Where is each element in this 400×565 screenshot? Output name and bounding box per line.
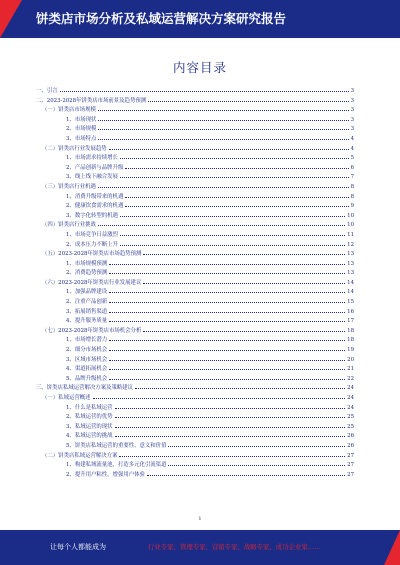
toc-entry-page: 18: [347, 327, 354, 334]
toc-entry[interactable]: [36, 249, 354, 259]
table-of-contents: [36, 86, 354, 479]
dot-leader: [109, 321, 345, 322]
dot-leader: [109, 149, 349, 150]
toc-entry-page: 25: [347, 414, 354, 421]
toc-entry-title: 4、私域运营的挑战: [66, 433, 113, 440]
toc-entry[interactable]: [36, 259, 354, 269]
toc-entry[interactable]: [36, 268, 354, 278]
dot-leader: [120, 235, 345, 236]
toc-entry-page: 13: [347, 260, 354, 267]
toc-entry[interactable]: [36, 144, 354, 154]
toc-entry[interactable]: [36, 201, 354, 211]
toc-entry[interactable]: [36, 240, 354, 250]
toc-entry-page: 4: [350, 135, 354, 142]
dot-leader: [109, 273, 345, 274]
red-corner-accent: [0, 0, 22, 38]
toc-entry-page: 22: [347, 375, 354, 382]
toc-entry-title: 1、什么是私域运营: [66, 404, 113, 411]
toc-entry-title: 2、市场规模: [66, 126, 97, 133]
toc-entry-title: 一、引言: [36, 88, 58, 94]
toc-entry[interactable]: [36, 307, 354, 317]
toc-entry[interactable]: [36, 383, 354, 393]
toc-entry-title: 5、饼类店私域运营的重要性、意义和价值: [66, 442, 167, 449]
toc-entry-page: 24: [347, 395, 354, 401]
toc-entry-title: 1、构建私域流量池，打造多元化引流渠道: [66, 462, 167, 469]
toc-entry[interactable]: [36, 441, 354, 451]
toc-entry-title: 2、提升用户粘性，增强用户体验: [66, 471, 145, 478]
toc-entry[interactable]: [36, 163, 354, 173]
toc-entry[interactable]: [36, 96, 354, 106]
toc-entry[interactable]: [36, 86, 354, 96]
toc-entry-title: （四）饼类店行业挑战: [42, 222, 96, 229]
dot-leader: [109, 302, 345, 303]
dot-leader: [115, 408, 346, 409]
toc-entry-page: 12: [347, 241, 354, 248]
toc-entry-title: 3、线上线下融合发展: [66, 174, 118, 181]
toc-entry[interactable]: [36, 345, 354, 355]
toc-entry-page: 3: [350, 97, 354, 104]
dot-leader: [109, 350, 345, 351]
dot-leader: [115, 427, 346, 428]
dot-leader: [120, 216, 345, 217]
toc-entry-title: 2、健康饮食需求的机遇: [66, 203, 124, 210]
toc-entry[interactable]: [36, 220, 354, 230]
toc-entry-page: 9: [350, 203, 354, 210]
toc-entry[interactable]: [36, 374, 354, 384]
toc-entry[interactable]: [36, 192, 354, 202]
toc-entry[interactable]: [36, 403, 354, 413]
toc-entry[interactable]: [36, 297, 354, 307]
toc-entry-page: 17: [347, 318, 354, 325]
dot-leader: [119, 456, 345, 457]
toc-entry-title: 1、市场现状: [66, 116, 97, 123]
dot-leader: [98, 225, 345, 226]
dot-leader: [148, 101, 348, 102]
toc-entry-page: 24: [347, 404, 354, 411]
toc-entry-title: 1、市场规模预测: [66, 260, 108, 267]
toc-entry-title: 4、渠道拓展机会: [66, 366, 108, 373]
toc-entry-title: 3、拓展销售渠道: [66, 308, 108, 315]
report-title: 饼类店市场分析及私域运营解决方案研究报告: [36, 11, 287, 26]
toc-entry-page: 7: [350, 174, 354, 181]
dot-leader: [143, 254, 345, 255]
page-number: 1: [198, 516, 202, 522]
dot-leader: [115, 417, 346, 418]
dot-leader: [120, 158, 349, 159]
toc-entry-title: （一）私域运营概述: [42, 395, 91, 401]
report-footer-banner: [0, 530, 400, 565]
toc-entry-page: 11: [347, 231, 354, 238]
dot-leader: [120, 245, 345, 246]
dot-leader: [109, 340, 345, 341]
toc-entry[interactable]: [36, 230, 354, 240]
toc-entry-title: 2、注重产品创新: [66, 299, 108, 306]
toc-entry-page: 27: [347, 471, 354, 478]
toc-entry[interactable]: [36, 182, 354, 192]
toc-entry[interactable]: [36, 412, 354, 422]
dot-leader: [143, 283, 345, 284]
dot-leader: [109, 312, 345, 313]
toc-entry-title: （五）2023-2028年饼类店市场趋势预测: [42, 251, 142, 258]
dot-leader: [168, 446, 345, 447]
footer-slogan: 让每个人都能成为: [50, 543, 106, 551]
toc-entry[interactable]: [36, 422, 354, 432]
toc-entry-page: 8: [350, 183, 354, 190]
dot-leader: [93, 398, 346, 399]
toc-entry-page: 27: [347, 462, 354, 469]
toc-entry[interactable]: [36, 326, 354, 336]
toc-entry-title: （二）饼类店行业发展趋势: [42, 145, 107, 152]
dot-leader: [98, 187, 349, 188]
report-header-banner: [0, 0, 400, 38]
toc-entry[interactable]: [36, 316, 354, 326]
dot-leader: [109, 264, 345, 265]
toc-entry[interactable]: [36, 364, 354, 374]
toc-entry-page: 21: [347, 366, 354, 373]
toc-entry-page: 10: [347, 212, 354, 219]
toc-entry[interactable]: [36, 134, 354, 144]
dot-leader: [147, 475, 345, 476]
toc-entry-title: 2、产品创新与品牌升级: [66, 164, 124, 171]
dot-leader: [109, 379, 345, 380]
toc-entry-page: 27: [347, 452, 354, 459]
toc-entry-title: 3、数字化转型的机遇: [66, 212, 118, 219]
toc-entry-title: 2、私域运营的优势: [66, 414, 113, 421]
toc-entry-title: （一）饼类店市场规模: [42, 107, 96, 114]
toc-entry-page: 5: [350, 155, 354, 162]
toc-entry[interactable]: [36, 278, 354, 288]
dot-leader: [109, 360, 345, 361]
toc-entry-title: 二、2023-2028年饼类店市场前景及趋势预测: [36, 97, 147, 104]
dot-leader: [125, 168, 348, 169]
toc-entry-page: 26: [347, 442, 354, 449]
toc-entry-page: 16: [347, 308, 354, 315]
toc-entry[interactable]: [36, 355, 354, 365]
dot-leader: [109, 292, 345, 293]
toc-entry-title: （六）2023-2028年饼类店行业发展建议: [42, 279, 142, 286]
toc-entry-page: 4: [350, 145, 354, 152]
toc-entry[interactable]: [36, 393, 354, 403]
dot-leader: [135, 388, 345, 389]
toc-entry-title: 3、区域市场机会: [66, 356, 108, 363]
toc-entry-page: 8: [350, 193, 354, 200]
toc-entry-page: 15: [347, 299, 354, 306]
toc-entry-page: 24: [347, 385, 354, 392]
toc-entry-page: 3: [350, 126, 354, 133]
toc-entry-title: （三）饼类店行业机遇: [42, 183, 96, 190]
footer-tagline: 行业专家、管理专家、营销专家、战略专家、成功企业家……: [148, 543, 321, 551]
dot-leader: [168, 465, 345, 466]
dot-leader: [98, 139, 348, 140]
toc-entry[interactable]: [36, 470, 354, 480]
toc-entry[interactable]: [36, 460, 354, 470]
dot-leader: [115, 436, 346, 437]
toc-entry[interactable]: [36, 287, 354, 297]
dot-leader: [98, 110, 349, 111]
toc-entry-page: 10: [347, 222, 354, 229]
toc-entry[interactable]: [36, 451, 354, 461]
toc-entry-page: 13: [347, 251, 354, 258]
toc-entry-title: 1、市场增长潜力: [66, 337, 108, 344]
red-corner-accent: [384, 530, 400, 565]
toc-entry[interactable]: [36, 172, 354, 182]
toc-entry-page: 26: [347, 433, 354, 440]
toc-entry-page: 25: [347, 423, 354, 430]
toc-entry-title: 1、市场需求持续增长: [66, 155, 118, 162]
toc-entry[interactable]: [36, 115, 354, 125]
toc-entry-title: （七）2023-2028年饼类店市场机会分析: [42, 327, 142, 334]
dot-leader: [98, 129, 348, 130]
toc-entry[interactable]: [36, 124, 354, 134]
toc-entry-page: 3: [350, 88, 354, 94]
toc-entry-page: 18: [347, 337, 354, 344]
dot-leader: [98, 120, 348, 121]
toc-entry-page: 6: [350, 164, 354, 171]
toc-entry-title: （二）饼类店私域运营解决方案: [42, 452, 118, 459]
dot-leader: [125, 197, 348, 198]
toc-entry-title: 2、细分市场机会: [66, 347, 108, 354]
toc-entry[interactable]: [36, 153, 354, 163]
dot-leader: [109, 369, 345, 370]
toc-entry[interactable]: [36, 211, 354, 221]
dot-leader: [60, 91, 349, 92]
toc-entry-title: 1、消费升级带来的机遇: [66, 193, 124, 200]
toc-entry-title: 3、私域运营的现状: [66, 423, 113, 430]
toc-entry[interactable]: [36, 105, 354, 115]
toc-entry-page: 13: [347, 270, 354, 277]
dot-leader: [120, 177, 349, 178]
toc-entry-title: 2、消费趋势预测: [66, 270, 108, 277]
toc-entry-title: 1、加强品牌建设: [66, 289, 108, 296]
toc-entry[interactable]: [36, 431, 354, 441]
toc-entry[interactable]: [36, 335, 354, 345]
toc-entry-title: 三、饼类店私域运营解决方案及策略建议: [36, 385, 134, 392]
toc-entry-page: 20: [347, 356, 354, 363]
toc-entry-title: 4、提升服务质量: [66, 318, 108, 325]
toc-entry-page: 19: [347, 347, 354, 354]
toc-entry-title: 2、成本压力不断上升: [66, 241, 118, 248]
toc-entry-title: 3、市场特点: [66, 135, 97, 142]
toc-entry-page: 3: [350, 116, 354, 123]
toc-heading: 内容目录: [172, 60, 227, 75]
toc-entry-title: 1、市场竞争日益激烈: [66, 231, 118, 238]
toc-entry-page: 3: [350, 107, 354, 114]
toc-entry-page: 14: [347, 279, 354, 286]
toc-entry-page: 14: [347, 289, 354, 296]
dot-leader: [125, 206, 348, 207]
dot-leader: [143, 331, 345, 332]
toc-entry-title: 5、品牌升级机会: [66, 375, 108, 382]
